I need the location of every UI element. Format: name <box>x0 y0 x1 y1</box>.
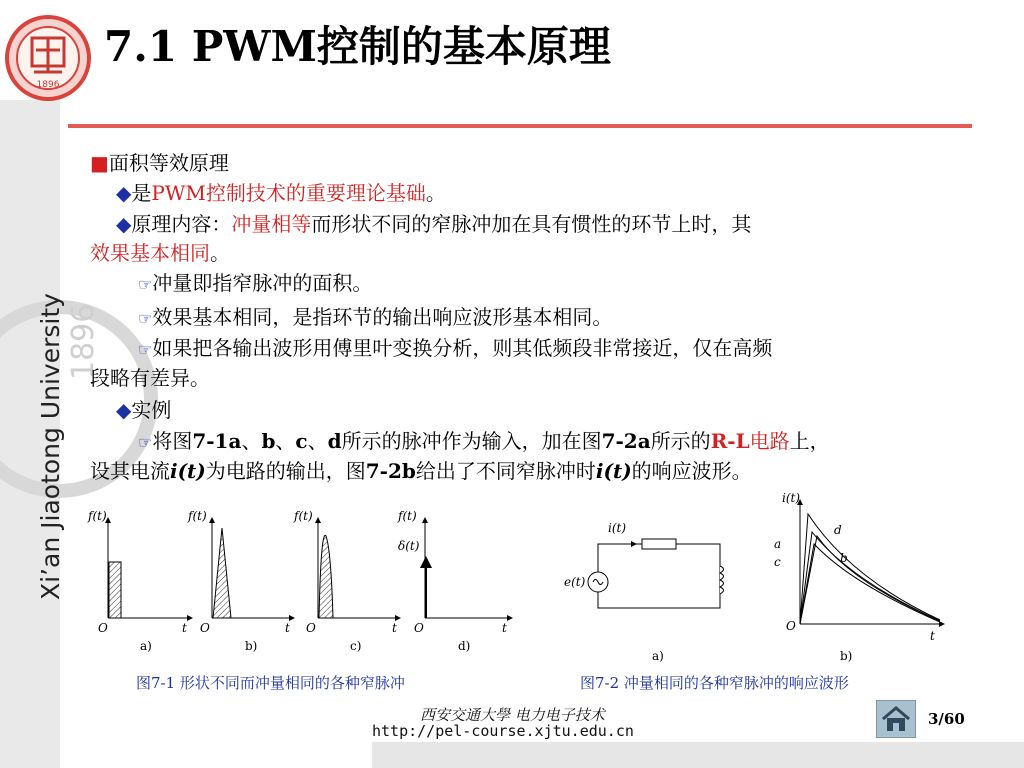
fig2-current-label: i(t) <box>608 521 627 535</box>
figure-7-2-caption: 图7-2 冲量相同的各种窄脉冲的响应波形 <box>580 674 849 692</box>
sine-pulse <box>319 535 333 618</box>
point2-emphasis-impulse: 冲量相等 <box>231 212 312 236</box>
footer-url[interactable]: http://pel-course.xjtu.edu.cn <box>372 722 634 740</box>
fig1-panel-label: a) <box>140 639 152 653</box>
sub1-text: 冲量即指窄脉冲的面积。 <box>152 271 373 295</box>
ex-text: 所示的 <box>650 429 711 453</box>
ex-figref: 7-2a <box>601 429 651 453</box>
fig1-delta-label: δ(t) <box>398 539 420 553</box>
fig2-panel-label: b) <box>840 649 853 663</box>
home-icon <box>877 701 915 737</box>
curve-label-b: b <box>840 551 848 565</box>
title-divider <box>68 124 972 128</box>
sub3-text-line1: 如果把各输出波形用傅里叶变换分析，则其低频段非常接近，仅在高频 <box>152 336 773 360</box>
point1-prefix: 是 <box>131 181 152 205</box>
fig1-xlabel: t <box>502 621 507 635</box>
diamond-bullet-icon: ◆ <box>116 212 132 236</box>
fig1-origin: O <box>200 621 210 635</box>
sub-point-3-line2: 段略有差异。 <box>90 366 210 390</box>
ex-text: 、 <box>275 429 296 453</box>
fig2-panel-a <box>564 521 724 663</box>
point-2-line1 <box>116 211 751 237</box>
ex-text: 所示的脉冲作为输入，加在图 <box>341 429 602 453</box>
curve-label-c: c <box>774 555 781 569</box>
ex2-text: 给出了不同窄脉冲时 <box>415 459 596 483</box>
fig2-ylabel: i(t) <box>782 491 801 505</box>
ex-figref: c <box>295 429 308 453</box>
fig1-panel-a <box>87 509 190 653</box>
figure-7-1 <box>80 500 520 665</box>
point1-emphasis: PWM控制技术的重要理论基础 <box>151 181 426 205</box>
figure-7-1-caption: 图7-1 形状不同而冲量相同的各种窄脉冲 <box>136 674 405 692</box>
page-number: 3/60 <box>928 710 965 728</box>
ex2-figref: 7-2b <box>365 459 416 483</box>
ex2-text: 设其电流 <box>90 459 170 483</box>
fig2-panel-label: a) <box>652 649 664 663</box>
point2-label: 原理内容： <box>131 212 232 236</box>
ex2-text: 的响应波形。 <box>631 459 752 483</box>
inductor <box>720 566 724 594</box>
ex-text: 上， <box>789 429 830 453</box>
response-curve-a <box>800 532 940 624</box>
ex2-current: i(t) <box>595 459 632 483</box>
fig2-origin: O <box>786 619 796 633</box>
ex-text: 、 <box>241 429 262 453</box>
ex2-current: i(t) <box>170 459 206 483</box>
ex-circuit-emphasis: 电路 <box>749 429 790 453</box>
pointing-hand-icon: ☞ <box>138 309 153 328</box>
example-label: 实例 <box>131 398 172 422</box>
example-line1 <box>138 428 830 456</box>
ex-figref: b <box>261 429 276 453</box>
fig1-xlabel: t <box>182 621 187 635</box>
pointing-hand-icon: ☞ <box>138 433 153 452</box>
fig1-panel-label: d) <box>458 639 471 653</box>
home-button[interactable] <box>876 700 916 738</box>
footer-course-title: 西安交通大學 电力电子技术 <box>420 706 605 724</box>
fig1-panel-label: c) <box>350 639 362 653</box>
fig2-panel-b <box>774 491 942 663</box>
example-heading <box>116 397 171 423</box>
example-line2 <box>90 458 752 484</box>
university-name-vertical: Xi’an Jiaotong University <box>36 293 65 600</box>
curve-label-a: a <box>774 537 782 551</box>
square-bullet-icon: ■ <box>90 151 109 175</box>
sub-point-3-line1 <box>138 335 772 363</box>
ex-figref: 7-1a <box>192 429 242 453</box>
curve-label-d: d <box>834 523 842 537</box>
logo-year: 1896 <box>36 80 60 90</box>
pointing-hand-icon: ☞ <box>138 340 153 359</box>
pointing-hand-icon: ☞ <box>138 275 153 294</box>
fig1-ylabel: f(t) <box>188 509 207 523</box>
ex-text: 将图 <box>152 429 193 453</box>
ex2-text: 为电路的输出，图 <box>205 459 366 483</box>
sub-point-2 <box>138 304 612 332</box>
diamond-bullet-icon: ◆ <box>116 398 132 422</box>
slide-title: 7.1 PWM控制的基本原理 <box>104 22 611 71</box>
sub2-text: 效果基本相同，是指环节的输出响应波形基本相同。 <box>152 305 613 329</box>
point1-suffix: 。 <box>425 181 446 205</box>
fig1-ylabel: f(t) <box>294 509 313 523</box>
section-heading: 面积等效原理 <box>108 151 229 175</box>
fig1-origin: O <box>98 621 108 635</box>
fig2-xlabel: t <box>930 629 935 643</box>
point2-end: 。 <box>210 241 230 265</box>
point2-text: 而形状不同的窄脉冲加在具有惯性的环节上时，其 <box>311 212 752 236</box>
triangle-pulse <box>213 528 231 618</box>
response-curve-d <box>800 514 940 624</box>
watermark-year: 1896 <box>66 303 101 380</box>
fig1-xlabel: t <box>392 621 397 635</box>
fig1-origin: O <box>414 621 424 635</box>
sub-point-1 <box>138 270 372 298</box>
fig1-panel-b <box>187 509 292 653</box>
ex-rl-emphasis: R-L <box>710 429 750 453</box>
heading-line <box>90 150 229 176</box>
fig1-panel-c <box>293 509 398 653</box>
point-1 <box>116 180 446 206</box>
fig1-panel-label: b) <box>245 639 258 653</box>
fig1-origin: O <box>306 621 316 635</box>
figure-7-2 <box>550 488 960 668</box>
fig1-ylabel: f(t) <box>398 509 417 523</box>
footer-bar <box>372 742 1024 768</box>
fig1-ylabel: f(t) <box>88 509 107 523</box>
fig2-source-label: e(t) <box>564 575 586 589</box>
rect-pulse <box>109 562 121 618</box>
fig1-xlabel: t <box>285 621 290 635</box>
resistor <box>642 539 676 549</box>
ex-figref: d <box>327 429 342 453</box>
fig1-panel-d <box>397 509 510 653</box>
university-logo <box>4 14 92 102</box>
diamond-bullet-icon: ◆ <box>116 181 132 205</box>
point-2-line2 <box>90 240 230 266</box>
point2-emphasis-effect: 效果基本相同 <box>90 241 210 265</box>
ex-text: 、 <box>307 429 328 453</box>
